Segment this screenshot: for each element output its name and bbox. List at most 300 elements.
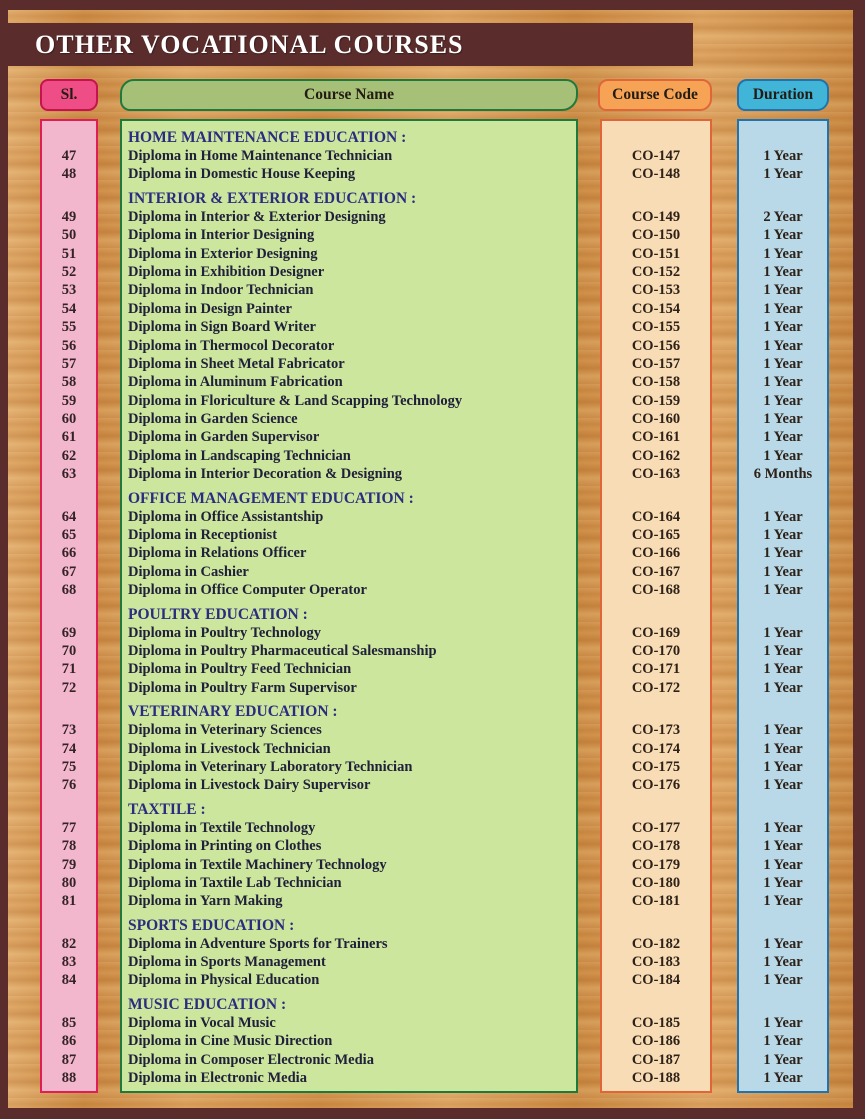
- course-code: CO-173: [631, 722, 681, 739]
- column-gap: [98, 392, 120, 410]
- course-name: Diploma in Exterior Designing: [128, 245, 318, 262]
- course-name: Diploma in Vocal Music: [128, 1014, 276, 1031]
- course-row: [40, 373, 865, 391]
- column-gap: [712, 660, 737, 678]
- title-bar: [8, 23, 693, 66]
- course-code: CO-187: [631, 1051, 681, 1068]
- course-row: [40, 624, 865, 642]
- course-code: CO-166: [631, 545, 681, 562]
- column-gap: [578, 819, 600, 837]
- column-gap: [712, 410, 737, 428]
- course-duration: 1 Year: [763, 563, 803, 580]
- course-name: Diploma in Textile Technology: [128, 819, 316, 836]
- column-gap: [712, 447, 737, 465]
- column-gap: [98, 892, 120, 910]
- section-heading: MUSIC EDUCATION :: [128, 995, 287, 1013]
- course-row: [40, 563, 865, 581]
- course-name: Diploma in Interior Designing: [128, 227, 315, 244]
- column-gap: [712, 147, 737, 165]
- course-row: [40, 1014, 865, 1032]
- column-gap: [98, 624, 120, 642]
- course-name: Diploma in Livestock Technician: [128, 740, 331, 757]
- column-gap: [712, 758, 737, 776]
- section-heading: SPORTS EDUCATION :: [128, 916, 295, 934]
- course-sl-number: 68: [61, 582, 77, 599]
- column-gap: [98, 355, 120, 373]
- course-name: Diploma in Floriculture & Land Scapping Technology: [128, 392, 463, 409]
- column-gap: [578, 245, 600, 263]
- column-gap: [578, 660, 600, 678]
- course-name: Diploma in Electronic Media: [128, 1070, 307, 1087]
- column-gap: [98, 281, 120, 299]
- course-code: CO-153: [631, 282, 681, 299]
- course-name: Diploma in Sheet Metal Fabricator: [128, 355, 345, 372]
- course-sl-number: 86: [61, 1033, 77, 1050]
- column-gap: [98, 679, 120, 697]
- course-code: CO-161: [631, 429, 681, 446]
- course-row: [40, 300, 865, 318]
- course-sl-number: 79: [61, 856, 77, 873]
- course-table-rows: [0, 119, 865, 1087]
- course-sl-number: 75: [61, 758, 77, 775]
- column-gap: [98, 208, 120, 226]
- column-gap: [578, 624, 600, 642]
- course-name: Diploma in Sports Management: [128, 954, 326, 971]
- course-sl-number: 56: [61, 337, 77, 354]
- course-row: [40, 447, 865, 465]
- course-code: CO-160: [631, 411, 681, 428]
- course-row: [40, 935, 865, 953]
- course-duration: 1 Year: [763, 1033, 803, 1050]
- course-row: [40, 892, 865, 910]
- course-duration: 1 Year: [763, 337, 803, 354]
- column-gap: [578, 300, 600, 318]
- course-code: CO-181: [631, 893, 681, 910]
- column-header-course-code-label: Course Code: [612, 86, 698, 103]
- course-name: Diploma in Interior & Exterior Designing: [128, 208, 386, 225]
- column-gap: [578, 563, 600, 581]
- column-gap: [98, 1014, 120, 1032]
- course-duration: 1 Year: [763, 661, 803, 678]
- course-name: Diploma in Cine Music Direction: [128, 1033, 333, 1050]
- course-name: Diploma in Garden Supervisor: [128, 429, 320, 446]
- column-gap: [578, 935, 600, 953]
- course-sl-number: 78: [61, 838, 77, 855]
- course-sl-number: 85: [61, 1014, 77, 1031]
- course-name: Diploma in Yarn Making: [128, 893, 283, 910]
- course-duration: 1 Year: [763, 642, 803, 659]
- section-heading-row: [40, 484, 865, 508]
- course-sl-number: 84: [61, 972, 77, 989]
- course-sl-number: 59: [61, 392, 77, 409]
- course-row: [40, 281, 865, 299]
- course-duration: 1 Year: [763, 935, 803, 952]
- course-sl-number: 51: [61, 245, 77, 262]
- course-row: [40, 355, 865, 373]
- column-gap: [578, 465, 600, 483]
- course-duration: 1 Year: [763, 874, 803, 891]
- column-gap: [98, 953, 120, 971]
- column-gap: [712, 337, 737, 355]
- course-code: CO-162: [631, 447, 681, 464]
- course-duration: 1 Year: [763, 527, 803, 544]
- column-gap: [578, 953, 600, 971]
- course-duration: 1 Year: [763, 245, 803, 262]
- course-sl-number: 50: [61, 227, 77, 244]
- course-name: Diploma in Office Computer Operator: [128, 582, 367, 599]
- course-duration: 1 Year: [763, 679, 803, 696]
- course-sl-number: 52: [61, 263, 77, 280]
- course-duration: 1 Year: [763, 856, 803, 873]
- column-gap: [712, 1051, 737, 1069]
- course-name: Diploma in Thermocol Decorator: [128, 337, 335, 354]
- column-gap: [712, 971, 737, 989]
- column-gap: [578, 874, 600, 892]
- course-row: [40, 410, 865, 428]
- column-gap: [98, 465, 120, 483]
- course-duration: 1 Year: [763, 355, 803, 372]
- column-gap: [578, 544, 600, 562]
- column-gap: [712, 721, 737, 739]
- course-duration: 1 Year: [763, 300, 803, 317]
- column-gap: [712, 856, 737, 874]
- course-name: Diploma in Domestic House Keeping: [128, 166, 356, 183]
- course-name: Diploma in Veterinary Laboratory Technician: [128, 758, 413, 775]
- course-row: [40, 526, 865, 544]
- column-gap: [712, 837, 737, 855]
- column-gap: [712, 165, 737, 183]
- course-code: CO-171: [631, 661, 681, 678]
- course-code: CO-168: [631, 582, 681, 599]
- column-gap: [578, 208, 600, 226]
- course-row: [40, 1032, 865, 1050]
- course-name: Diploma in Textile Machinery Technology: [128, 856, 387, 873]
- column-gap: [712, 428, 737, 446]
- course-code: CO-182: [631, 935, 681, 952]
- column-gap: [578, 642, 600, 660]
- course-sl-number: 73: [61, 722, 77, 739]
- column-gap: [98, 1051, 120, 1069]
- column-gap: [712, 263, 737, 281]
- column-gap: [578, 740, 600, 758]
- course-name: Diploma in Physical Education: [128, 972, 320, 989]
- column-gap: [578, 892, 600, 910]
- course-row: [40, 874, 865, 892]
- course-name: Diploma in Relations Officer: [128, 545, 307, 562]
- column-gap: [712, 208, 737, 226]
- section-heading: OFFICE MANAGEMENT EDUCATION :: [128, 489, 414, 507]
- course-code: CO-165: [631, 527, 681, 544]
- course-code: CO-148: [631, 166, 681, 183]
- column-gap: [712, 355, 737, 373]
- course-sl-number: 49: [61, 208, 77, 225]
- column-gap: [712, 740, 737, 758]
- course-name: Diploma in Home Maintenance Technician: [128, 148, 393, 164]
- column-gap: [98, 874, 120, 892]
- column-gap: [98, 1032, 120, 1050]
- column-gap: [712, 226, 737, 244]
- section-heading: INTERIOR & EXTERIOR EDUCATION :: [128, 189, 417, 207]
- course-row: [40, 660, 865, 678]
- course-name: Diploma in Aluminum Fabrication: [128, 374, 343, 391]
- course-duration: 1 Year: [763, 972, 803, 989]
- column-gap: [98, 147, 120, 165]
- column-gap: [578, 318, 600, 336]
- course-duration: 1 Year: [763, 508, 803, 525]
- section-heading-row: [40, 911, 865, 935]
- column-gap: [712, 776, 737, 794]
- course-row: [40, 581, 865, 599]
- course-code: CO-176: [631, 777, 681, 794]
- course-duration: 1 Year: [763, 819, 803, 836]
- column-gap: [578, 281, 600, 299]
- column-gap: [578, 721, 600, 739]
- column-gap: [712, 1032, 737, 1050]
- course-duration: 1 Year: [763, 722, 803, 739]
- column-gap: [578, 1014, 600, 1032]
- column-gap: [578, 526, 600, 544]
- column-gap: [578, 165, 600, 183]
- column-gap: [578, 410, 600, 428]
- section-heading-row: [40, 795, 865, 819]
- course-row: [40, 819, 865, 837]
- column-gap: [98, 318, 120, 336]
- course-row: [40, 758, 865, 776]
- course-sl-number: 71: [61, 661, 77, 678]
- course-sl-number: 48: [61, 166, 77, 183]
- column-gap: [712, 544, 737, 562]
- course-row: [40, 721, 865, 739]
- course-duration: 1 Year: [763, 624, 803, 641]
- column-gap: [578, 226, 600, 244]
- course-code: CO-151: [631, 245, 681, 262]
- course-row: [40, 837, 865, 855]
- column-gap: [98, 245, 120, 263]
- course-duration: 1 Year: [763, 447, 803, 464]
- column-gap: [712, 874, 737, 892]
- column-gap: [578, 1051, 600, 1069]
- column-gap: [98, 642, 120, 660]
- course-name: Diploma in Poultry Feed Technician: [128, 661, 352, 678]
- course-sl-number: 57: [61, 355, 77, 372]
- course-sl-number: 65: [61, 527, 77, 544]
- column-gap: [98, 226, 120, 244]
- column-gap: [712, 679, 737, 697]
- course-sl-number: 69: [61, 624, 77, 641]
- course-row: [40, 508, 865, 526]
- course-code: CO-155: [631, 319, 681, 336]
- column-gap: [98, 660, 120, 678]
- course-duration: 1 Year: [763, 227, 803, 244]
- course-name: Diploma in Adventure Sports for Trainers: [128, 935, 388, 952]
- course-sl-number: 80: [61, 874, 77, 891]
- column-gap: [712, 642, 737, 660]
- course-code: CO-167: [631, 563, 681, 580]
- column-gap: [98, 971, 120, 989]
- column-gap: [578, 508, 600, 526]
- course-duration: 1 Year: [763, 374, 803, 391]
- column-gap: [98, 544, 120, 562]
- course-name: Diploma in Composer Electronic Media: [128, 1051, 374, 1068]
- course-sl-number: 61: [61, 429, 77, 446]
- course-name: Diploma in Poultry Farm Supervisor: [128, 679, 357, 696]
- course-sl-number: 58: [61, 374, 77, 391]
- course-sl-number: 83: [61, 954, 77, 971]
- column-gap: [98, 526, 120, 544]
- course-code: CO-158: [631, 374, 681, 391]
- course-code: CO-156: [631, 337, 681, 354]
- column-gap: [712, 508, 737, 526]
- course-duration: 1 Year: [763, 282, 803, 299]
- course-name: Diploma in Interior Decoration & Designing: [128, 466, 403, 483]
- column-gap: [98, 721, 120, 739]
- course-duration: 1 Year: [763, 166, 803, 183]
- course-duration: 1 Year: [763, 758, 803, 775]
- column-gap: [712, 392, 737, 410]
- column-gap: [578, 263, 600, 281]
- column-gap: [98, 428, 120, 446]
- section-heading-row: [40, 123, 865, 147]
- course-code: CO-188: [631, 1070, 681, 1087]
- column-gap: [578, 758, 600, 776]
- section-heading-row: [40, 697, 865, 721]
- column-gap: [98, 776, 120, 794]
- column-gap: [712, 281, 737, 299]
- column-header-course-name: [120, 79, 578, 111]
- course-name: Diploma in Receptionist: [128, 527, 278, 544]
- column-gap: [578, 147, 600, 165]
- course-row: [40, 544, 865, 562]
- course-code: CO-159: [631, 392, 681, 409]
- column-gap: [98, 758, 120, 776]
- course-code: CO-186: [631, 1033, 681, 1050]
- course-sl-number: 87: [61, 1051, 77, 1068]
- column-gap: [98, 740, 120, 758]
- course-name: Diploma in Design Painter: [128, 300, 292, 317]
- course-code: CO-150: [631, 227, 681, 244]
- column-gap: [98, 837, 120, 855]
- course-row: [40, 971, 865, 989]
- column-gap: [578, 1032, 600, 1050]
- course-code: CO-179: [631, 856, 681, 873]
- column-gap: [98, 447, 120, 465]
- course-sl-number: 62: [61, 447, 77, 464]
- course-duration: 1 Year: [763, 319, 803, 336]
- column-gap: [578, 1069, 600, 1087]
- course-name: Diploma in Poultry Technology: [128, 624, 321, 641]
- course-code: CO-183: [631, 954, 681, 971]
- column-gap: [578, 581, 600, 599]
- column-gap: [578, 373, 600, 391]
- column-gap: [712, 526, 737, 544]
- course-sl-number: 67: [61, 563, 77, 580]
- course-row: [40, 428, 865, 446]
- section-heading-row: [40, 990, 865, 1014]
- section-heading-row: [40, 600, 865, 624]
- course-code: CO-149: [631, 208, 681, 225]
- course-name: Diploma in Printing on Clothes: [128, 838, 322, 855]
- course-row: [40, 337, 865, 355]
- course-duration: 1 Year: [763, 392, 803, 409]
- column-gap: [578, 337, 600, 355]
- course-duration: 1 Year: [763, 777, 803, 794]
- column-gap: [578, 776, 600, 794]
- course-sl-number: 63: [61, 466, 77, 483]
- course-row: [40, 465, 865, 483]
- column-gap: [712, 581, 737, 599]
- page-title: OTHER VOCATIONAL COURSES: [35, 29, 464, 59]
- course-sl-number: 82: [61, 935, 77, 952]
- column-gap: [578, 428, 600, 446]
- course-name: Diploma in Veterinary Sciences: [128, 722, 322, 739]
- section-heading: POULTRY EDUCATION :: [128, 605, 308, 623]
- course-code: CO-170: [631, 642, 681, 659]
- course-code: CO-163: [631, 466, 681, 483]
- course-name: Diploma in Poultry Pharmaceutical Salesmanship: [128, 642, 437, 659]
- course-row: [40, 1051, 865, 1069]
- course-duration: 1 Year: [763, 1070, 803, 1087]
- column-gap: [578, 837, 600, 855]
- column-gap: [98, 1069, 120, 1087]
- course-sl-number: 60: [61, 411, 77, 428]
- course-duration: 1 Year: [763, 893, 803, 910]
- course-sl-number: 55: [61, 319, 77, 336]
- course-duration: 1 Year: [763, 740, 803, 757]
- course-code: CO-169: [631, 624, 681, 641]
- course-sl-number: 47: [61, 148, 77, 164]
- course-row: [40, 679, 865, 697]
- course-row: [40, 147, 865, 165]
- course-sl-number: 64: [61, 508, 77, 525]
- column-gap: [98, 337, 120, 355]
- course-sl-number: 74: [61, 740, 77, 757]
- course-sl-number: 76: [61, 777, 77, 794]
- course-row: [40, 318, 865, 336]
- course-code: CO-154: [631, 300, 681, 317]
- course-name: Diploma in Exhibition Designer: [128, 263, 325, 280]
- column-gap: [98, 819, 120, 837]
- course-code: CO-152: [631, 263, 681, 280]
- column-gap: [578, 971, 600, 989]
- column-gap: [98, 935, 120, 953]
- column-header-sl: [40, 79, 98, 111]
- section-heading: TAXTILE :: [128, 800, 206, 818]
- course-name: Diploma in Indoor Technician: [128, 282, 314, 299]
- course-row: [40, 165, 865, 183]
- column-gap: [98, 563, 120, 581]
- course-duration: 1 Year: [763, 1014, 803, 1031]
- column-header-duration: [737, 79, 829, 111]
- course-sl-number: 53: [61, 282, 77, 299]
- column-gap: [712, 819, 737, 837]
- course-duration: 1 Year: [763, 545, 803, 562]
- column-gap: [712, 892, 737, 910]
- course-name: Diploma in Office Assistantship: [128, 508, 324, 525]
- column-gap: [578, 392, 600, 410]
- course-duration: 1 Year: [763, 411, 803, 428]
- column-gap: [98, 581, 120, 599]
- column-gap: [98, 300, 120, 318]
- course-row: [40, 642, 865, 660]
- course-code: CO-147: [631, 148, 681, 164]
- course-name: Diploma in Taxtile Lab Technician: [128, 874, 342, 891]
- course-code: CO-172: [631, 679, 681, 696]
- course-row: [40, 245, 865, 263]
- course-name: Diploma in Sign Board Writer: [128, 319, 316, 336]
- column-gap: [712, 624, 737, 642]
- column-gap: [712, 1014, 737, 1032]
- section-heading-row: [40, 184, 865, 208]
